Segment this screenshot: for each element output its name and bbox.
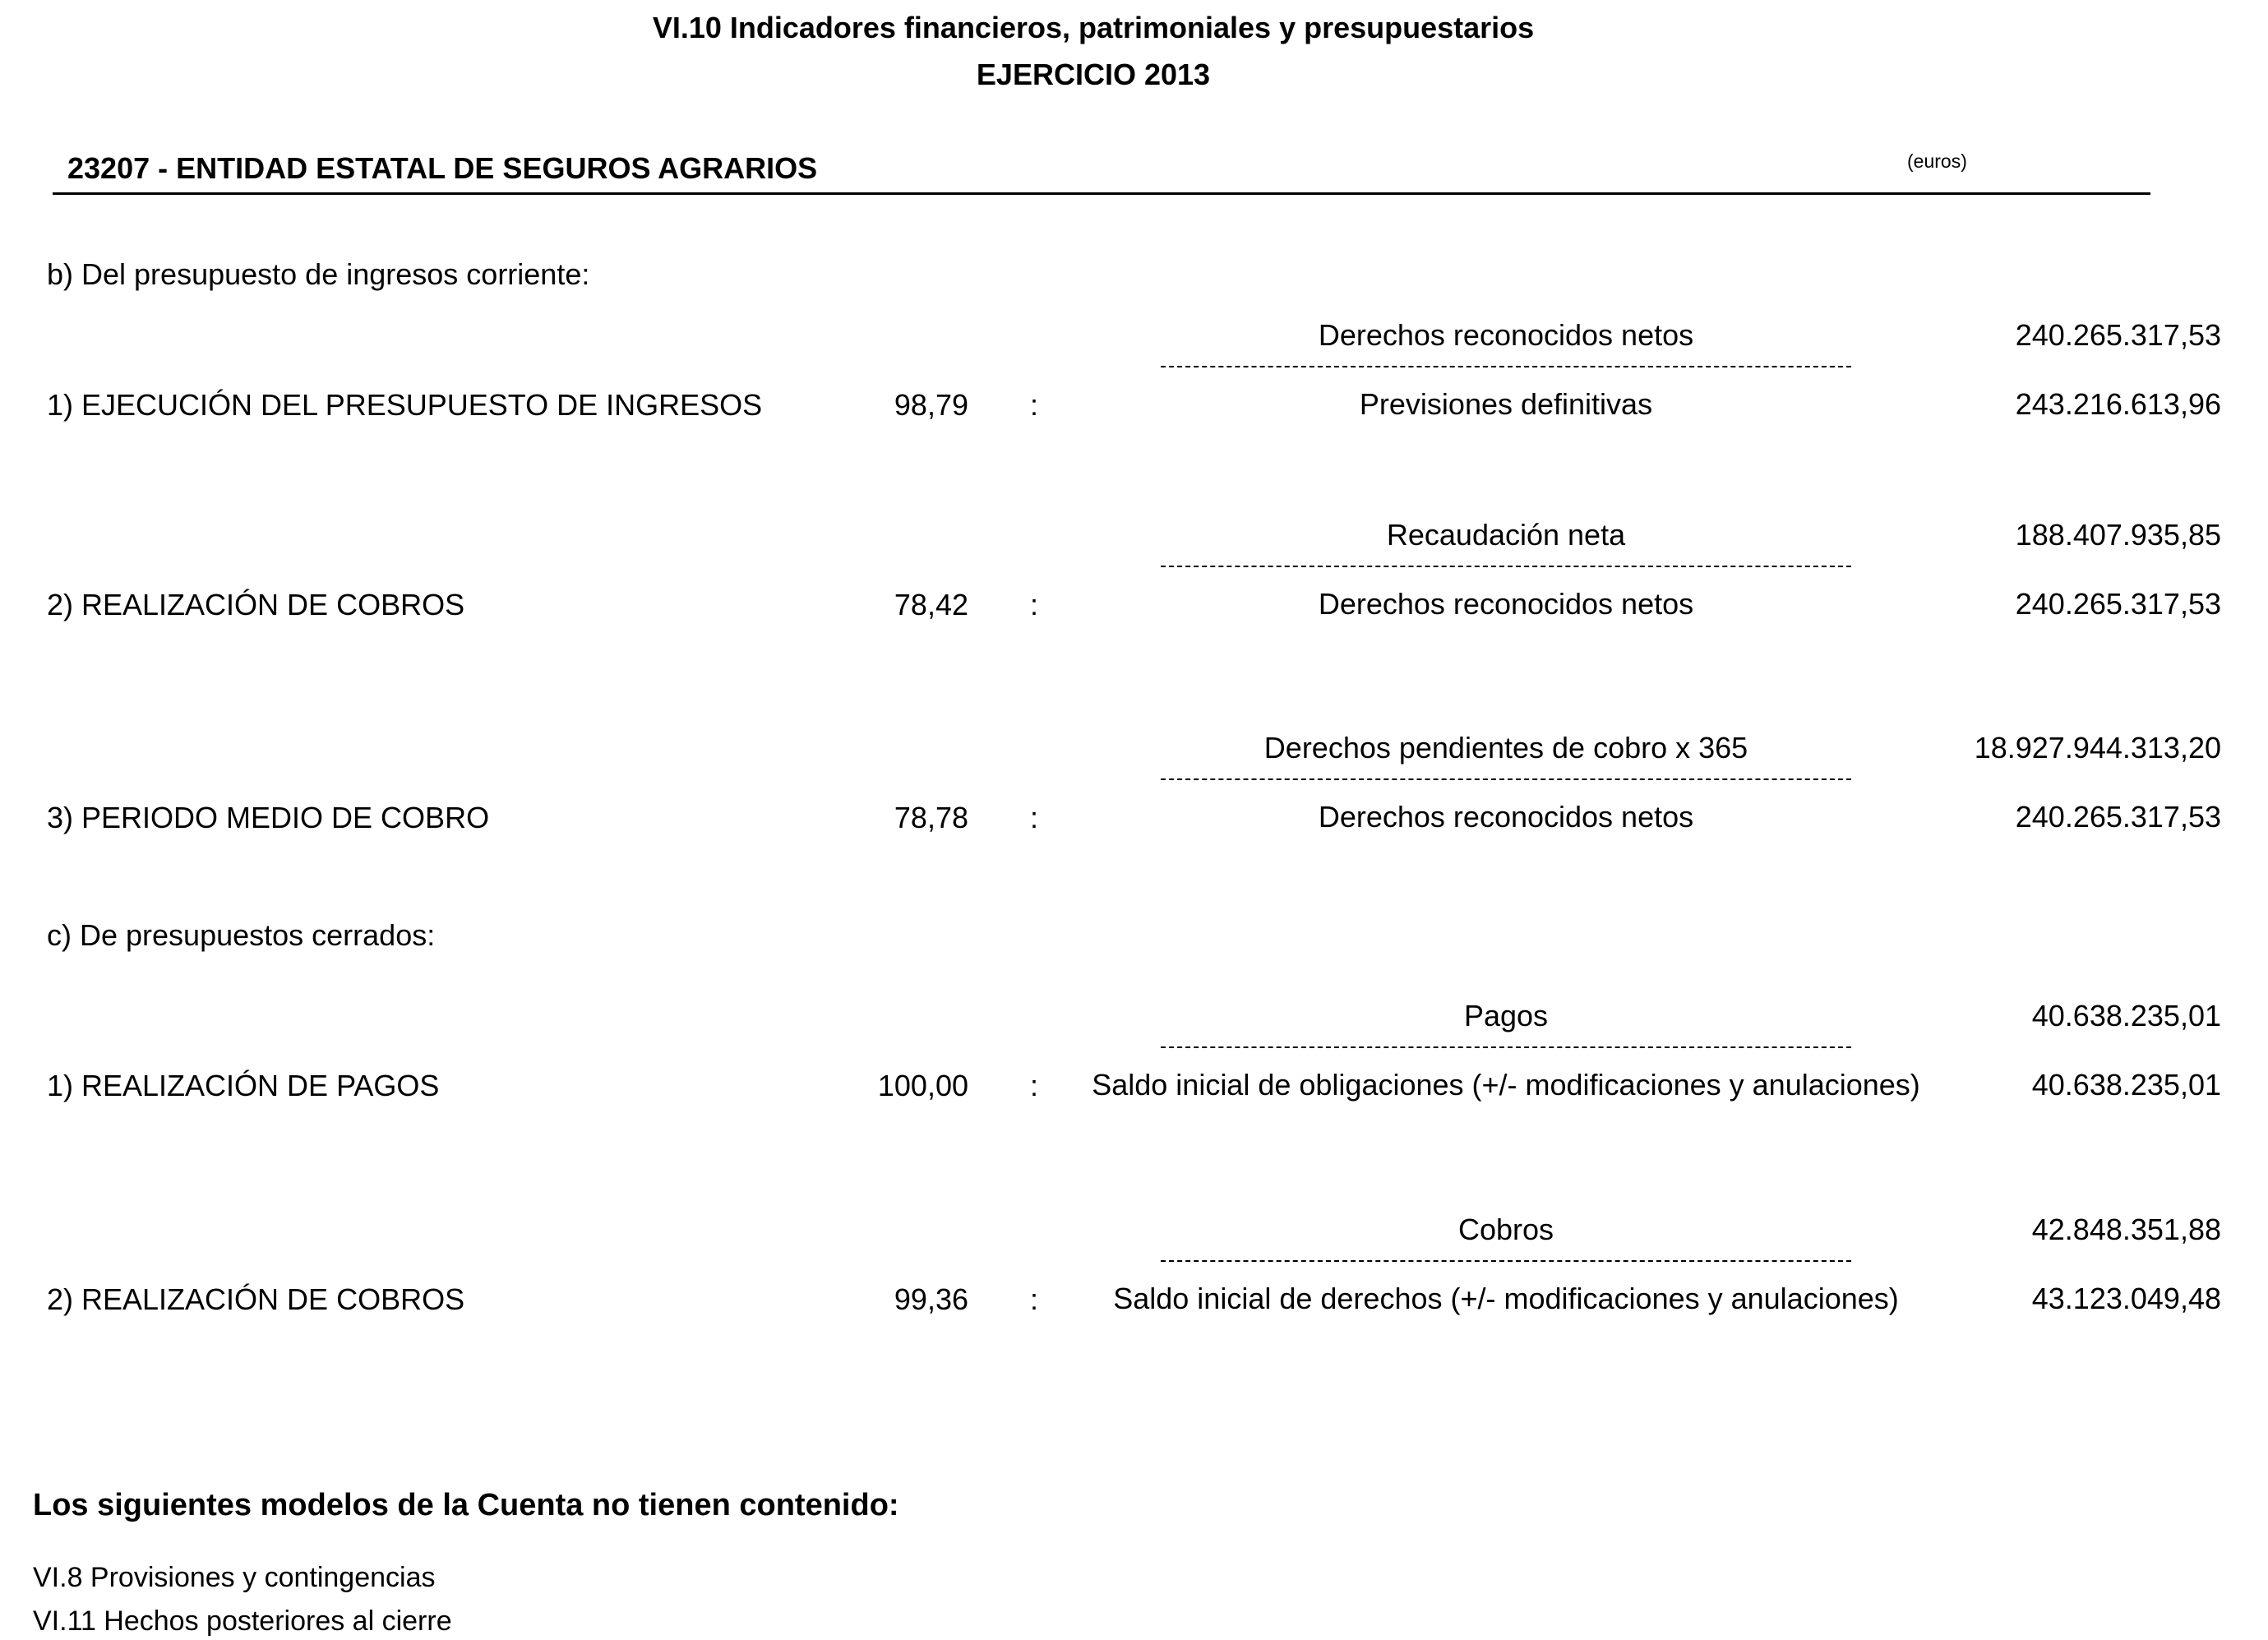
indicator-value: 78,78 bbox=[894, 801, 968, 834]
indicator-value: 78,42 bbox=[894, 588, 968, 621]
numerator-value: 188.407.935,85 bbox=[2015, 518, 2221, 552]
empty-model-item: VI.8 Provisiones y contingencias bbox=[33, 1562, 436, 1593]
entity-name: 23207 - ENTIDAD ESTATAL DE SEGUROS AGRARIOS bbox=[67, 151, 818, 185]
denominator-label: Previsiones definitivas bbox=[1359, 387, 1653, 421]
denominator-value: 243.216.613,96 bbox=[2015, 387, 2221, 421]
section-title-closed-budgets: c) De presupuestos cerrados: bbox=[47, 918, 436, 952]
numerator-value: 18.927.944.313,20 bbox=[1974, 731, 2221, 765]
indicator-colon: : bbox=[1030, 388, 1039, 422]
fraction-line bbox=[1161, 1260, 1851, 1262]
indicator-label: 2) REALIZACIÓN DE COBROS bbox=[47, 588, 465, 621]
fraction-line bbox=[1161, 778, 1851, 780]
numerator-label: Recaudación neta bbox=[1386, 518, 1626, 552]
indicator-payments-realization bbox=[0, 1000, 2268, 1164]
indicator-colon: : bbox=[1030, 801, 1039, 834]
section-title-current-income: b) Del presupuesto de ingresos corriente: bbox=[47, 257, 590, 291]
indicator-colon: : bbox=[1030, 588, 1039, 621]
empty-models-title: Los siguientes modelos de la Cuenta no tienen contenido: bbox=[33, 1488, 899, 1522]
indicator-label: 1) REALIZACIÓN DE PAGOS bbox=[47, 1069, 440, 1102]
denominator-label: Saldo inicial de obligaciones (+/- modificaciones y anulaciones) bbox=[1092, 1068, 1920, 1102]
denominator-label: Derechos reconocidos netos bbox=[1318, 587, 1694, 621]
denominator-label: Derechos reconocidos netos bbox=[1318, 800, 1694, 834]
indicator-label: 1) EJECUCIÓN DEL PRESUPUESTO DE INGRESOS bbox=[47, 388, 763, 422]
numerator-label: Derechos pendientes de cobro x 365 bbox=[1263, 731, 1748, 765]
indicator-value: 100,00 bbox=[877, 1069, 968, 1102]
page-subtitle: EJERCICIO 2013 bbox=[976, 58, 1211, 91]
indicator-label: 3) PERIODO MEDIO DE COBRO bbox=[47, 801, 490, 834]
numerator-label: Derechos reconocidos netos bbox=[1318, 318, 1694, 352]
fraction-line bbox=[1161, 1046, 1851, 1048]
numerator-value: 42.848.351,88 bbox=[2031, 1213, 2221, 1246]
denominator-value: 240.265.317,53 bbox=[2015, 587, 2221, 621]
indicator-label: 2) REALIZACIÓN DE COBROS bbox=[47, 1282, 465, 1316]
indicator-income-execution bbox=[0, 319, 2268, 483]
numerator-value: 240.265.317,53 bbox=[2015, 318, 2221, 352]
numerator-label: Cobros bbox=[1457, 1213, 1554, 1246]
fraction-line bbox=[1161, 566, 1851, 567]
indicator-colon: : bbox=[1030, 1282, 1039, 1316]
indicator-collections-realization bbox=[0, 519, 2268, 683]
numerator-value: 40.638.235,01 bbox=[2031, 999, 2221, 1033]
denominator-value: 240.265.317,53 bbox=[2015, 800, 2221, 834]
fraction-line bbox=[1161, 366, 1851, 367]
denominator-label: Saldo inicial de derechos (+/- modificaciones y anulaciones) bbox=[1113, 1282, 1899, 1315]
indicator-value: 98,79 bbox=[894, 388, 968, 422]
units-label: (euros) bbox=[1907, 150, 1967, 172]
indicator-average-collection-period bbox=[0, 732, 2268, 896]
empty-model-item: VI.11 Hechos posteriores al cierre bbox=[33, 1605, 452, 1637]
header-rule bbox=[53, 192, 2150, 195]
denominator-value: 40.638.235,01 bbox=[2031, 1068, 2221, 1102]
page-title: VI.10 Indicadores financieros, patrimoniales y presupuestarios bbox=[652, 11, 1535, 44]
indicator-colon: : bbox=[1030, 1069, 1039, 1102]
denominator-value: 43.123.049,48 bbox=[2031, 1282, 2221, 1315]
numerator-label: Pagos bbox=[1463, 999, 1549, 1033]
indicator-value: 99,36 bbox=[894, 1282, 968, 1316]
indicator-closed-collections-realization bbox=[0, 1213, 2268, 1378]
